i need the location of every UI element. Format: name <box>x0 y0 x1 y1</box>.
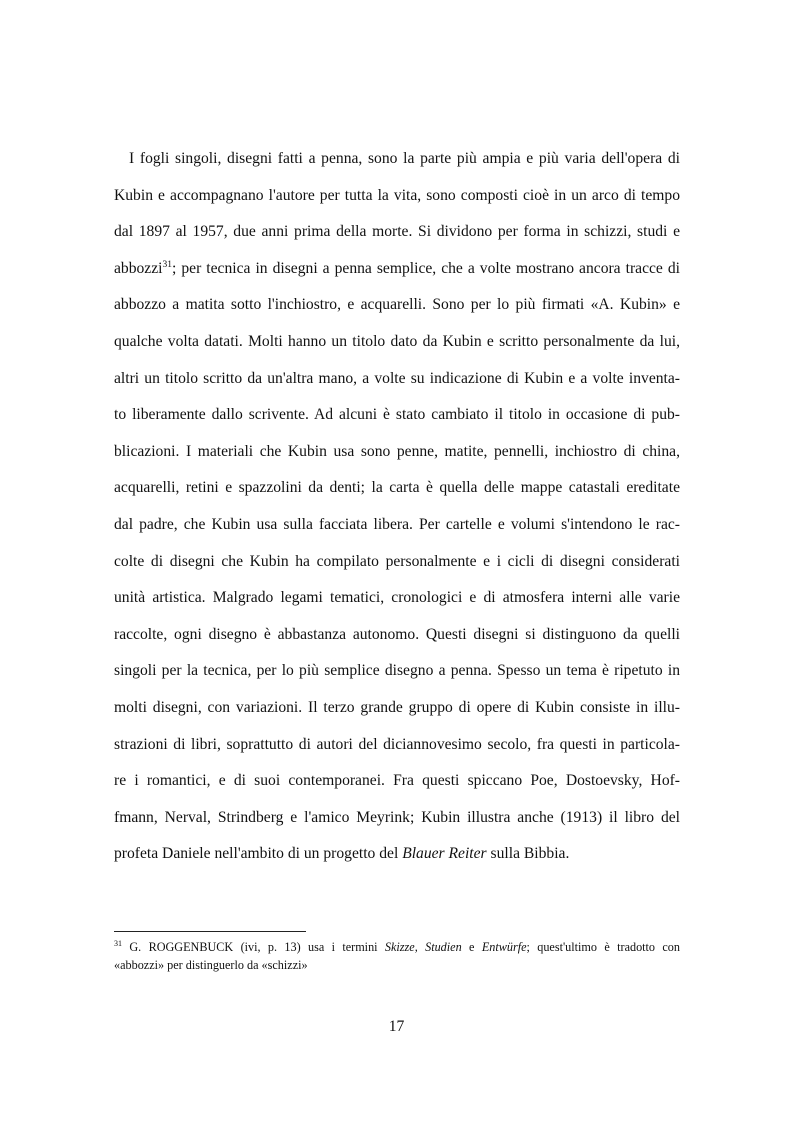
text-line-10: acquarelli, retini e spazzolini da denti; la carta è quella delle mappe catastali ereditate <box>114 479 680 497</box>
footnote-term-2: Entwürfe <box>481 940 527 954</box>
text-line-19: fmann, Nerval, Strindberg e l'amico Meyrink; Kubin illustra anche (1913) il libro del <box>114 808 680 826</box>
footnote <box>114 939 680 974</box>
text-line-9: blicazioni. I materiali che Kubin usa sono penne, matite, pennelli, inchiostro di china, <box>114 442 680 460</box>
text-line-18: re i romantici, e di suoi contemporanei. Fra questi spiccano Poe, Dostoevsky, Hof- <box>114 772 680 790</box>
footnote-text-2: e <box>461 940 482 954</box>
text-line-4-start: abbozzi <box>114 259 163 277</box>
text-line-17: strazioni di libri, soprattutto di autori del diciannovesimo secolo, fra questi in particola- <box>114 735 680 753</box>
text-line-1: I fogli singoli, disegni fatti a penna, sono la parte più ampia e più varia dell'opera di <box>129 150 680 167</box>
text-line-12: colte di disegni che Kubin ha compilato personalmente e i cicli di disegni considerati <box>114 552 680 570</box>
text-line-3: dal 1897 al 1957, due anni prima della morte. Si dividono per forma in schizzi, studi e <box>114 223 680 241</box>
footnote-term-1: Skizze, Studien <box>384 940 462 954</box>
footnote-number: 31 <box>114 939 122 948</box>
footnote-text-3: ; quest'ultimo è tradotto con <box>526 940 680 954</box>
text-line-20-start: profeta Daniele nell'ambito di un progetto del <box>114 845 403 863</box>
text-line-4-end: ; per tecnica in disegni a penna semplice, che a volte mostrano ancora tracce di <box>172 259 680 277</box>
text-line-13: unità artistica. Malgrado legami tematici, cronologici e di atmosfera interni alle varie <box>114 589 680 607</box>
footnote-reference[interactable]: 31 <box>162 259 172 270</box>
text-line-7: altri un titolo scritto da un'altra mano, a volte su indicazione di Kubin e a volte inventa- <box>114 369 680 387</box>
footnote-line-2: «abbozzi» per distinguerlo da «schizzi» <box>114 957 308 972</box>
text-line-8: to liberamente dallo scrivente. Ad alcuni è stato cambiato il titolo in occasione di pub- <box>114 406 680 424</box>
footnote-line-1 <box>114 939 680 957</box>
text-line-16: molti disegni, con variazioni. Il terzo grande gruppo di opere di Kubin consiste in illu- <box>114 698 680 716</box>
text-line-5: abbozzo a matita sotto l'inchiostro, e acquarelli. Sono per lo più firmati «A. Kubin» e <box>114 296 680 314</box>
italic-title: Blauer Reiter <box>402 845 487 863</box>
text-line-20 <box>114 836 680 873</box>
body-paragraph <box>114 141 680 873</box>
text-line-14: raccolte, ogni disegno è abbastanza autonomo. Questi disegni si distinguono da quelli <box>114 625 680 643</box>
text-line-15: singoli per la tecnica, per lo più semplice disegno a penna. Spesso un tema è ripetuto in <box>114 662 680 680</box>
text-line-4 <box>114 251 680 288</box>
text-line-2: Kubin e accompagnano l'autore per tutta la vita, sono composti cioè in un arco di tempo <box>114 186 680 204</box>
text-line-6: qualche volta datati. Molti hanno un titolo dato da Kubin e scritto personalmente da lui, <box>114 332 680 350</box>
footnote-text-1: G. ROGGENBUCK (ivi, p. 13) usa i termini <box>122 940 385 954</box>
text-line-20-end: sulla Bibbia. <box>486 845 570 863</box>
page-number: 17 <box>388 1018 405 1035</box>
footnote-separator <box>114 931 306 932</box>
text-line-11: dal padre, che Kubin usa sulla facciata libera. Per cartelle e volumi s'intendono le rac- <box>114 515 680 533</box>
